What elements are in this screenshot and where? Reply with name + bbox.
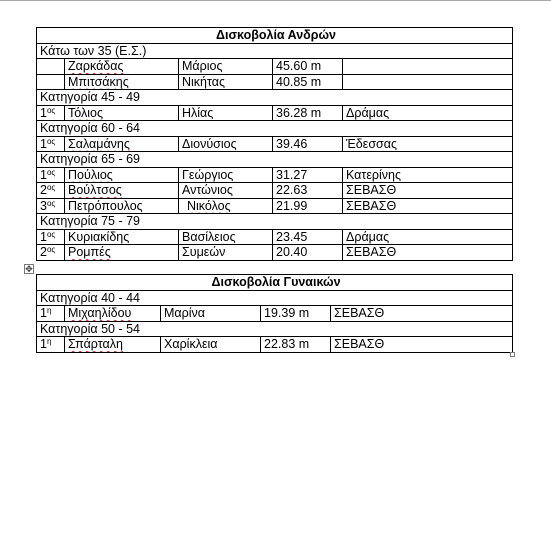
place-number: 2	[40, 245, 47, 260]
first-name-text: Διονύσιος	[182, 136, 237, 151]
surname-cell	[65, 306, 161, 322]
result-cell: 45.60 m	[273, 59, 343, 75]
first-name-text: Συμεών	[182, 245, 226, 260]
club-cell: Δράμας	[343, 105, 513, 121]
result-cell: 39.46	[273, 136, 343, 152]
first-name-cell	[179, 245, 273, 261]
result-cell: 22.83 m	[261, 337, 331, 353]
first-name-text: Χαρίκλεια	[164, 337, 218, 352]
athlete-row	[37, 136, 513, 152]
club-cell	[343, 74, 513, 90]
athlete-row	[37, 337, 513, 353]
first-name-text: Ηλίας	[182, 105, 214, 120]
club-cell: Έδεσσας	[343, 136, 513, 152]
athlete-row	[37, 167, 513, 183]
first-name-text: Νικόλος	[187, 198, 231, 213]
first-name-text: Νικήτας	[182, 74, 226, 89]
first-name-text: Βασίλειος	[182, 229, 236, 244]
category-label: Κάτω των 35 (Ε.Σ.)	[37, 43, 513, 59]
athlete-row	[37, 198, 513, 214]
category-row	[37, 290, 513, 306]
athlete-row	[37, 306, 513, 322]
result-cell: 22.63	[273, 183, 343, 199]
result-cell: 36.28 m	[273, 105, 343, 121]
category-row	[37, 214, 513, 230]
place-number: 2	[40, 183, 47, 198]
category-label: Κατηγορία 45 - 49	[37, 90, 513, 106]
club-cell: ΣΕΒΑΣΘ	[343, 198, 513, 214]
athlete-row	[37, 74, 513, 90]
place-number: 1	[40, 167, 47, 182]
category-row	[37, 121, 513, 137]
place-suffix: ος	[46, 183, 56, 193]
place-cell	[37, 229, 65, 245]
men-discus-table	[36, 27, 513, 261]
surname-text: Μιχαηλίδου	[68, 306, 132, 321]
category-label: Κατηγορία 50 - 54	[37, 321, 513, 337]
place-cell	[37, 59, 65, 75]
first-name-cell	[161, 306, 261, 322]
surname-cell	[65, 229, 179, 245]
first-name-cell	[179, 198, 273, 214]
category-label: Κατηγορία 65 - 69	[37, 152, 513, 168]
women-discus-table	[36, 274, 513, 353]
surname-cell	[65, 167, 179, 183]
athlete-row	[37, 183, 513, 199]
surname-text: Κυριακίδης	[68, 229, 130, 244]
athlete-row	[37, 59, 513, 75]
place-suffix: ος	[46, 245, 56, 255]
first-name-text: Γεώργιος	[182, 167, 234, 182]
club-cell: Κατερίνης	[343, 167, 513, 183]
place-number: 1	[40, 105, 47, 120]
category-label: Κατηγορία 60 - 64	[37, 121, 513, 137]
first-name-text: Μάριος	[182, 59, 223, 74]
category-label: Κατηγορία 75 - 79	[37, 214, 513, 230]
category-row	[37, 321, 513, 337]
first-name-cell	[179, 183, 273, 199]
place-suffix: ος	[46, 229, 56, 239]
first-name-text: Μαρίνα	[164, 306, 206, 321]
place-number: 1	[40, 229, 47, 244]
men-table-title: Δισκοβολία Ανδρών	[37, 28, 513, 44]
surname-cell	[65, 198, 179, 214]
place-cell	[37, 306, 65, 322]
place-number: 1	[40, 136, 47, 151]
surname-cell	[65, 245, 179, 261]
category-row	[37, 152, 513, 168]
place-suffix: ος	[46, 136, 56, 146]
club-cell: ΣΕΒΑΣΘ	[331, 306, 513, 322]
first-name-cell	[179, 105, 273, 121]
place-suffix: η	[46, 306, 52, 316]
result-cell: 21.99	[273, 198, 343, 214]
club-cell	[343, 59, 513, 75]
place-cell	[37, 167, 65, 183]
resize-square-icon[interactable]	[510, 352, 515, 357]
first-name-cell	[179, 167, 273, 183]
category-label: Κατηγορία 40 - 44	[37, 290, 513, 306]
category-row	[37, 43, 513, 59]
place-suffix: ος	[46, 167, 56, 177]
result-cell: 19.39 m	[261, 306, 331, 322]
result-cell: 23.45	[273, 229, 343, 245]
ruler-edge	[0, 0, 551, 1]
first-name-cell	[179, 229, 273, 245]
surname-text: Σπάρταλη	[68, 337, 123, 352]
place-suffix: ος	[46, 105, 56, 115]
first-name-cell	[179, 136, 273, 152]
surname-text: Μπιτσάκης	[68, 74, 129, 89]
surname-text: Σαλαμάνης	[68, 136, 130, 151]
surname-text: Πούλιος	[68, 167, 113, 182]
first-name-text: Αντώνιος	[182, 183, 233, 198]
first-name-cell	[179, 74, 273, 90]
club-cell: ΣΕΒΑΣΘ	[331, 337, 513, 353]
first-name-cell	[161, 337, 261, 353]
athlete-row	[37, 105, 513, 121]
category-row	[37, 90, 513, 106]
place-cell	[37, 337, 65, 353]
surname-text: Ζαρκάδας	[68, 59, 124, 74]
place-number: 1	[40, 337, 47, 352]
surname-cell	[65, 59, 179, 75]
club-cell: Δράμας	[343, 229, 513, 245]
club-cell: ΣΕΒΑΣΘ	[343, 183, 513, 199]
move-arrows-icon[interactable]: ✥	[25, 264, 33, 274]
place-cell	[37, 136, 65, 152]
result-cell: 31.27	[273, 167, 343, 183]
place-number: 1	[40, 306, 47, 321]
place-number: 3	[40, 198, 47, 213]
surname-text: Πετρόπουλος	[68, 198, 143, 213]
place-cell	[37, 74, 65, 90]
surname-text: Τόλιος	[68, 105, 103, 120]
place-cell	[37, 105, 65, 121]
surname-cell	[65, 337, 161, 353]
club-cell: ΣΕΒΑΣΘ	[343, 245, 513, 261]
surname-text: Ρομπές	[68, 245, 111, 260]
surname-cell	[65, 74, 179, 90]
place-suffix: η	[46, 337, 52, 347]
surname-cell	[65, 183, 179, 199]
surname-cell	[65, 136, 179, 152]
result-cell: 20.40	[273, 245, 343, 261]
women-table-title: Δισκοβολία Γυναικών	[37, 275, 513, 291]
place-cell	[37, 183, 65, 199]
first-name-cell	[179, 59, 273, 75]
athlete-row	[37, 245, 513, 261]
place-cell	[37, 245, 65, 261]
result-cell: 40.85 m	[273, 74, 343, 90]
surname-text: Βούλτσος	[68, 183, 122, 198]
place-suffix: ος	[46, 198, 56, 208]
surname-cell	[65, 105, 179, 121]
place-cell	[37, 198, 65, 214]
athlete-row	[37, 229, 513, 245]
